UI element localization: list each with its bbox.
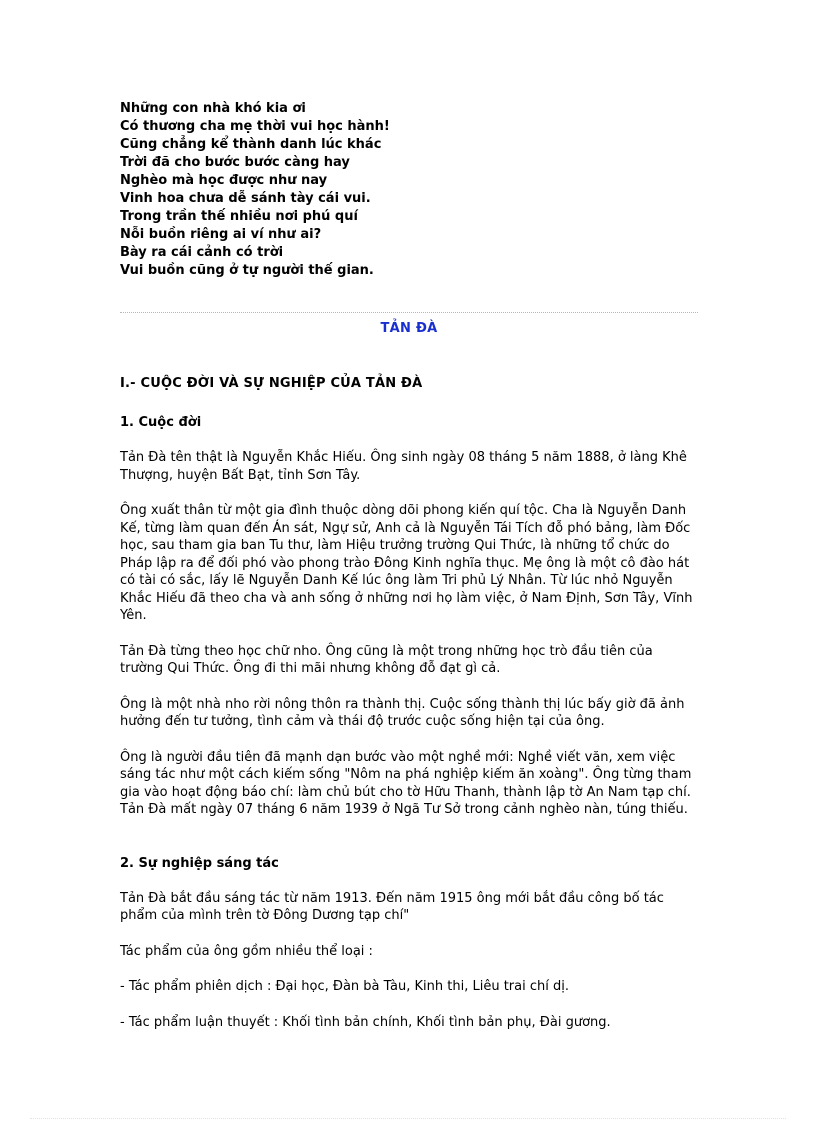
- section-heading: I.- CUỘC ĐỜI VÀ SỰ NGHIỆP CỦA TẢN ĐÀ: [120, 376, 423, 391]
- poem-line: Những con nhà khó kia ơi: [120, 101, 306, 116]
- list-item: - Tác phẩm luận thuyết : Khối tình bản chính, Khối tình bản phụ, Đài gương.: [120, 1014, 611, 1030]
- paragraph: Ông là người đầu tiên đã mạnh dạn bước vào một nghề mới: Nghề viết văn, xem việc sáng tác như một cách kiếm sống "Nôm na phá nghiệp kiếm ăn xoàng". Ông từng tham gia vào hoạt động báo chí: làm chủ bút cho tờ Hữu Thanh, thành lập tờ An Nam tạp chí. Tản Đà mất ngày 07 tháng 6 năm 1939 ở Ngã Tư Sở trong cảnh nghèo nàn, túng thiếu.: [120, 749, 692, 817]
- poem-line: Bày ra cái cảnh có trời: [120, 245, 284, 260]
- section-divider: [120, 312, 698, 313]
- document-page: [120, 100, 698, 1031]
- poem-line: Vui buồn cũng ở tự người thế gian.: [120, 263, 374, 278]
- poem-line: Nỗi buồn riêng ai ví như ai?: [120, 227, 322, 242]
- subheading-life: 1. Cuộc đời: [120, 415, 202, 430]
- poem-block: [120, 100, 698, 280]
- poem-line: Cũng chẳng kể thành danh lúc khác: [120, 137, 382, 152]
- list-item: - Tác phẩm phiên dịch : Đại học, Đàn bà Tàu, Kinh thi, Liêu trai chí dị.: [120, 979, 569, 994]
- poem-line: Trong trần thế nhiều nơi phú quí: [120, 209, 358, 224]
- page-title: TẢN ĐÀ: [380, 321, 438, 336]
- paragraph: Tản Đà tên thật là Nguyễn Khắc Hiếu. Ông sinh ngày 08 tháng 5 năm 1888, ở làng Khê Thượng, huyện Bất Bạt, tỉnh Sơn Tây.: [120, 450, 687, 483]
- poem-line: Nghèo mà học được như nay: [120, 173, 328, 188]
- paragraph: Tác phẩm của ông gồm nhiều thể loại :: [120, 943, 373, 959]
- paragraph: Tản Đà bắt đầu sáng tác từ năm 1913. Đến năm 1915 ông mới bắt đầu công bố tác phẩm của mình trên tờ Đông Dương tạp chí": [120, 890, 664, 923]
- subheading-career: 2. Sự nghiệp sáng tác: [120, 855, 279, 871]
- paragraph: Tản Đà từng theo học chữ nho. Ông cũng là một trong những học trò đầu tiên của trường Qui Thức. Ông đi thi mãi nhưng không đỗ đạt gì cả.: [120, 643, 653, 676]
- poem-line: Vinh hoa chưa dễ sánh tày cái vui.: [120, 191, 371, 206]
- paragraph: Ông là một nhà nho rời nông thôn ra thành thị. Cuộc sống thành thị lúc bấy giờ đã ảnh hưởng đến tư tưởng, tình cảm và thái độ trước cuộc sống hiện tại của ông.: [120, 696, 685, 729]
- page-bottom-divider: [30, 1118, 786, 1119]
- poem-line: Trời đã cho bước bước càng hay: [120, 155, 350, 170]
- poem-line: Có thương cha mẹ thời vui học hành!: [120, 119, 390, 134]
- paragraph: Ông xuất thân từ một gia đình thuộc dòng dõi phong kiến quí tộc. Cha là Nguyễn Danh Kế, từng làm quan đến Án sát, Ngự sử, Anh cả là Nguyễn Tái Tích đỗ phó bảng, làm Đốc học, sau tham gia ban Tu thư, làm Hiệu trưởng trường Qui Thức, là những tổ chức do Pháp lập ra để đối phó vào phong trào Đông Kinh nghĩa thục. Mẹ ông là một cô đào hát có tài có sắc, lấy lẽ Nguyễn Danh Kế lúc ông làm Tri phủ Lý Nhân. Từ lúc nhỏ Nguyễn Khắc Hiếu đã theo cha và anh sống ở những nơi họ làm việc, ở Nam Định, Sơn Tây, Vĩnh Yên.: [120, 503, 693, 623]
